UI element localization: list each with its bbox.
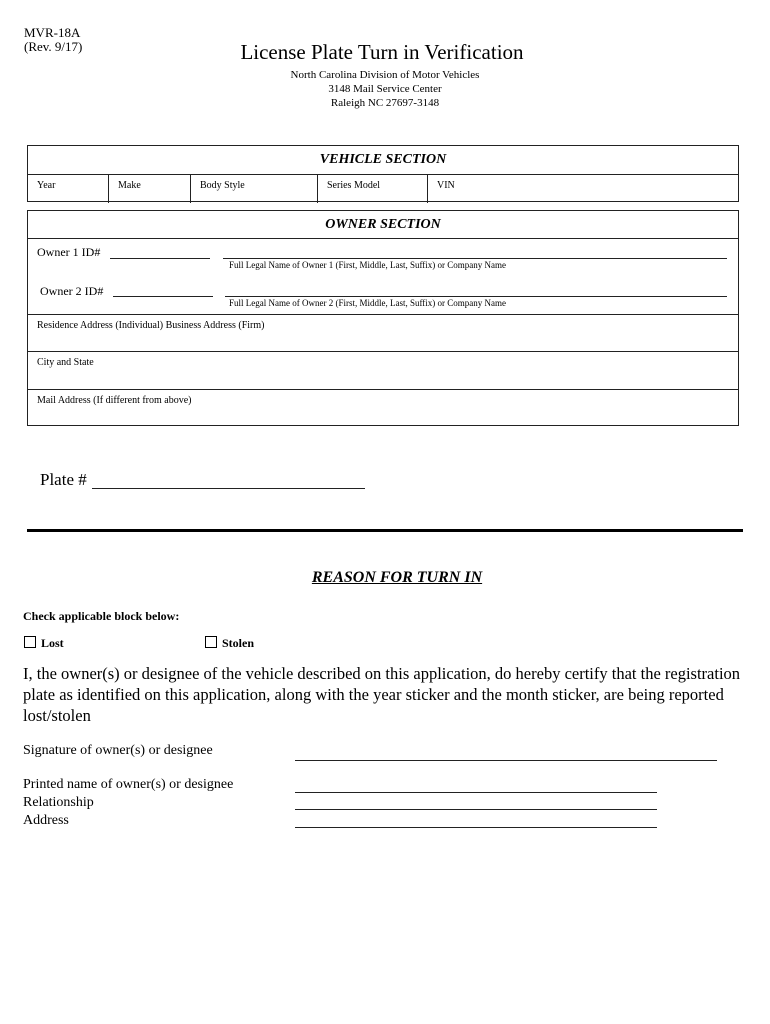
section-divider	[27, 529, 743, 532]
address-label: Address	[23, 813, 69, 828]
vin-label: VIN	[437, 180, 455, 191]
printed-name-label: Printed name of owner(s) or designee	[23, 777, 234, 792]
reason-instruction: Check applicable block below:	[23, 609, 180, 623]
make-label: Make	[118, 180, 141, 191]
vehicle-body-style-field[interactable]	[191, 175, 318, 203]
owner2-id-input[interactable]	[113, 296, 213, 297]
vehicle-year-field[interactable]	[28, 175, 109, 203]
owner1-name-caption: Full Legal Name of Owner 1 (First, Middle, Last, Suffix) or Company Name	[229, 260, 507, 270]
plate-input[interactable]	[92, 488, 365, 489]
vehicle-make-field[interactable]	[109, 175, 191, 203]
owner2-name-caption: Full Legal Name of Owner 2 (First, Middle, Last, Suffix) or Company Name	[229, 298, 507, 308]
mail-address-label: Mail Address (If different from above)	[37, 395, 192, 406]
owner2-name-input[interactable]	[225, 296, 727, 297]
relationship-input[interactable]	[295, 809, 657, 810]
certification-text: I, the owner(s) or designee of the vehicle described on this application, do hereby certify that the registration plate as identified on this application, along with the year sticker and the month sticker, are being reported lost/stolen	[23, 664, 741, 725]
owner2-id-label: Owner 2 ID#	[40, 284, 104, 298]
owner-section	[27, 210, 739, 426]
signature-label: Signature of owner(s) or designee	[23, 743, 213, 758]
lost-checkbox[interactable]	[24, 636, 36, 648]
city-state-label: City and State	[37, 357, 94, 368]
vehicle-vin-field[interactable]	[428, 175, 738, 203]
address-input[interactable]	[295, 827, 657, 828]
form-title	[0, 40, 770, 65]
residence-address-label: Residence Address (Individual) Business Address (Firm)	[37, 320, 265, 331]
vehicle-section-heading: VEHICLE SECTION	[319, 152, 447, 167]
mail-address-field[interactable]	[28, 390, 738, 425]
residence-address-field[interactable]	[28, 315, 738, 351]
form-revision: (Rev. 9/17)	[24, 39, 83, 54]
form-number: MVR-18A	[24, 25, 81, 40]
stolen-label: Stolen	[222, 636, 255, 650]
body-style-label: Body Style	[200, 180, 245, 191]
lost-label: Lost	[41, 636, 64, 650]
reason-heading: REASON FOR TURN IN	[311, 569, 483, 586]
owner1-name-input[interactable]	[223, 258, 727, 259]
owner1-id-label: Owner 1 ID#	[37, 245, 101, 259]
form-title-text: License Plate Turn in Verification	[240, 40, 524, 64]
plate-label: Plate #	[40, 470, 87, 489]
agency-address-line1: 3148 Mail Service Center	[328, 83, 442, 95]
stolen-checkbox[interactable]	[205, 636, 217, 648]
year-label: Year	[37, 180, 56, 191]
agency-address-line2: Raleigh NC 27697-3148	[330, 97, 440, 109]
owner-section-heading: OWNER SECTION	[325, 217, 441, 232]
option-lost[interactable]	[24, 636, 64, 651]
series-model-label: Series Model	[327, 180, 381, 191]
owner1-id-input[interactable]	[110, 258, 210, 259]
vehicle-fields-row	[28, 174, 738, 203]
relationship-label: Relationship	[23, 795, 94, 810]
printed-name-input[interactable]	[295, 792, 657, 793]
signature-input[interactable]	[295, 760, 717, 761]
city-state-field[interactable]	[28, 352, 738, 389]
vehicle-section	[27, 145, 739, 202]
vehicle-series-model-field[interactable]	[318, 175, 428, 203]
agency-name: North Carolina Division of Motor Vehicles	[290, 69, 480, 81]
option-stolen[interactable]	[205, 636, 254, 651]
printed-block	[23, 776, 233, 830]
